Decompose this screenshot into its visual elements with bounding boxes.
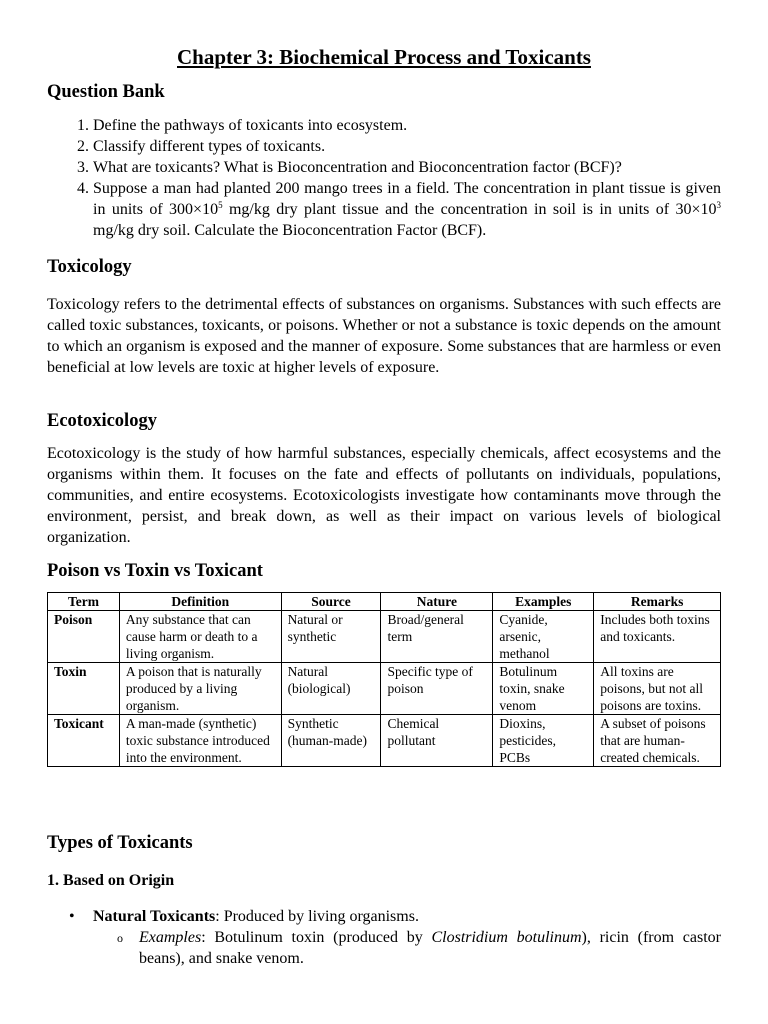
table-cell: Chemical pollutant [381, 715, 493, 767]
exponent: 5 [218, 200, 223, 210]
question-text: Classify different types of toxicants. [93, 138, 326, 155]
question-text: mg/kg dry soil. Calculate the Bioconcentration Factor (BCF). [93, 222, 487, 239]
table-cell: Toxin [48, 663, 120, 715]
comparison-heading: Poison vs Toxin vs Toxicant [47, 561, 263, 581]
table-cell: Specific type of poison [381, 663, 493, 715]
table-cell: Any substance that can cause harm or death to a living organism. [119, 611, 281, 663]
examples-text: ), ricin (from castor beans), and snake venom. [139, 929, 721, 967]
page-title: Chapter 3: Biochemical Process and Toxicants [177, 45, 591, 69]
table-cell: All toxins are poisons, but not all poisons are toxins. [594, 663, 721, 715]
examples-list [93, 927, 721, 969]
table-cell: Includes both toxins and toxicants. [594, 611, 721, 663]
table-row [48, 715, 721, 767]
table-cell: Botulinum toxin, snake venom [493, 663, 594, 715]
table-cell: Poison [48, 611, 120, 663]
exponent: 3 [716, 200, 721, 210]
table-cell: Synthetic (human-made) [281, 715, 381, 767]
list-item [93, 906, 721, 969]
origin-subheading: 1. Based on Origin [47, 872, 175, 889]
table-cell: A poison that is naturally produced by a living organism. [119, 663, 281, 715]
examples-label: Examples [139, 929, 202, 946]
toxicology-heading: Toxicology [47, 257, 132, 277]
column-header: Examples [493, 593, 594, 611]
question-list [47, 115, 721, 241]
column-header: Source [281, 593, 381, 611]
table-cell: Cyanide, arsenic, methanol [493, 611, 594, 663]
list-item [93, 157, 721, 178]
types-heading: Types of Toxicants [47, 833, 193, 853]
question-text: mg/kg dry plant tissue and the concentration in soil is in units of 30×10 [222, 201, 717, 218]
toxicant-type-list [47, 906, 721, 969]
list-item [93, 115, 721, 136]
table-cell: A subset of poisons that are human-created chemicals. [594, 715, 721, 767]
ecotoxicology-heading: Ecotoxicology [47, 411, 157, 431]
comparison-table [47, 592, 721, 767]
list-item [93, 178, 721, 241]
question-text: Suppose a man had planted 200 mango trees in a field. The concentration in plant tissue is given in units of 300×10 [93, 180, 721, 218]
column-header: Remarks [594, 593, 721, 611]
column-header: Term [48, 593, 120, 611]
natural-toxicants-text: : Produced by living organisms. [215, 908, 419, 925]
question-text: What are toxicants? What is Bioconcentration and Bioconcentration factor (BCF)? [93, 159, 622, 176]
table-cell: Natural (biological) [281, 663, 381, 715]
table-cell: Natural or synthetic [281, 611, 381, 663]
table-row [48, 663, 721, 715]
question-text: Define the pathways of toxicants into ecosystem. [93, 117, 408, 134]
list-item [139, 927, 721, 969]
ecotoxicology-paragraph: Ecotoxicology is the study of how harmful substances, especially chemicals, affect ecosystems and the organisms within them. It focuses on the fate and effects of pollutants on individuals, populations, communities, and entire ecosystems. Ecotoxicologists investigate how contaminants move through the environment, persist, and break down, as well as their impact on various levels of biological organization. [47, 445, 721, 546]
table-row [48, 611, 721, 663]
table-cell: Toxicant [48, 715, 120, 767]
table-cell: A man-made (synthetic) toxic substance introduced into the environment. [119, 715, 281, 767]
column-header: Nature [381, 593, 493, 611]
table-cell: Broad/general term [381, 611, 493, 663]
examples-text: : Botulinum toxin (produced by [201, 929, 432, 946]
list-item [93, 136, 721, 157]
column-header: Definition [119, 593, 281, 611]
toxicology-paragraph: Toxicology refers to the detrimental effects of substances on organisms. Substances with such effects are called toxic substances, toxicants, or poisons. Whether or not a substance is toxic depends on the amount to which an organism is exposed and the manner of exposure. Some substances that are harmless or even beneficial at low levels are toxic at higher levels of exposure. [47, 296, 721, 376]
natural-toxicants-label: Natural Toxicants [93, 908, 216, 925]
table-cell: Dioxins, pesticides, PCBs [493, 715, 594, 767]
species-name: Clostridium botulinum [431, 929, 582, 946]
question-bank-heading: Question Bank [47, 82, 165, 102]
table-header-row [48, 593, 721, 611]
